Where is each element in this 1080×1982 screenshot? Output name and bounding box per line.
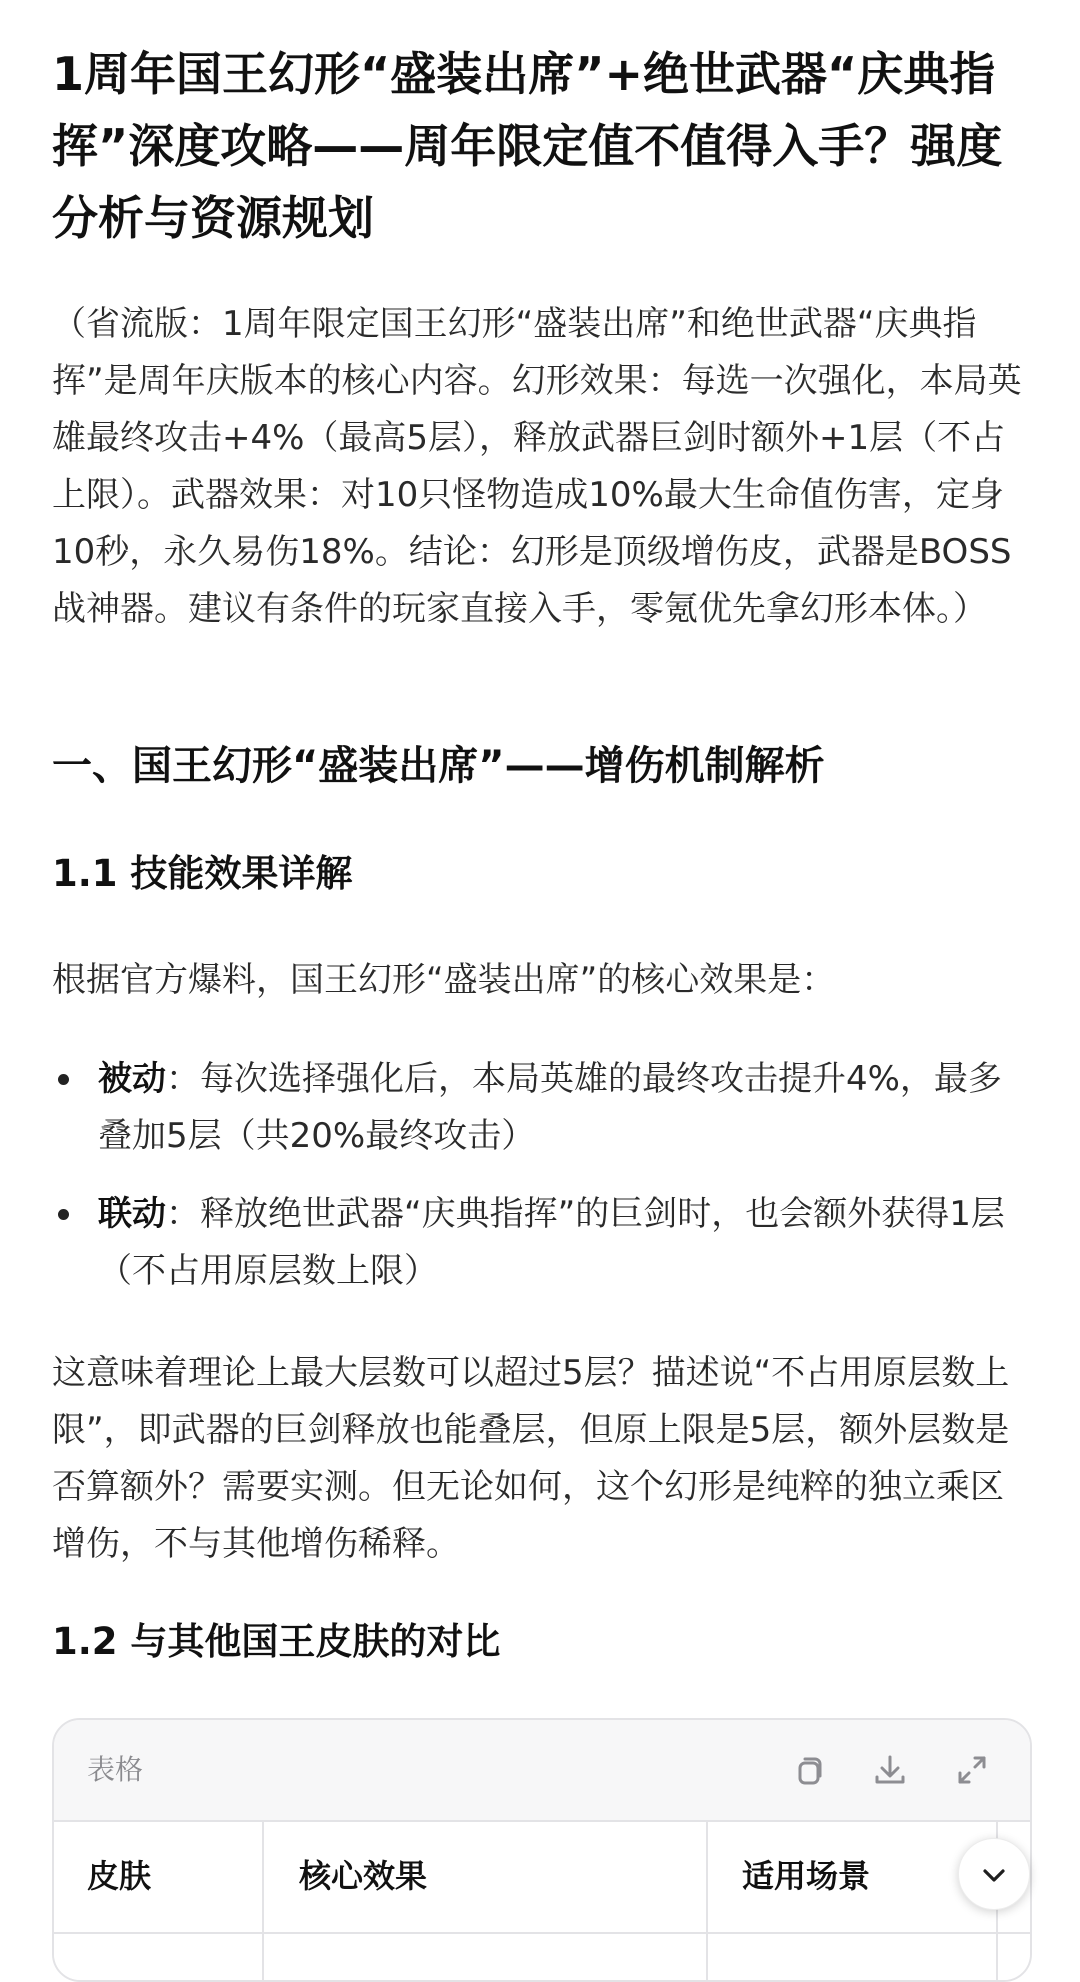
table-header-row (54, 1822, 1030, 1934)
article-summary: （省流版：1周年限定国王幻形“盛装出席”和绝世武器“庆典指挥”是周年庆版本的核心内容。幻形效果：每选一次强化，本局英雄最终攻击+4%（最高5层），释放武器巨剑时额外+1层（不占上限）。武器效果：对10只怪物造成10%最大生命值伤害，定身10秒，永久易伤18%。结论：幻形是顶级增伤皮，武器是BOSS战神器。建议有条件的玩家直接入手，零氪优先拿幻形本体。） (52, 304, 1022, 629)
table-toolbar (54, 1720, 1030, 1822)
column-header-effect: 核心效果 (299, 1857, 428, 1895)
table-card (52, 1718, 1032, 1982)
intro-paragraph: 根据官方爆料，国王幻形“盛装出席”的核心效果是： (52, 960, 836, 1000)
column-divider (262, 1822, 264, 1982)
bullet-term: 联动 (98, 1194, 166, 1234)
bullet-text: ：每次选择强化后，本局英雄的最终攻击提升4%，最多叠加5层（共20%最终攻击） (98, 1059, 1002, 1156)
column-header-scenario: 适用场景 (742, 1857, 871, 1895)
table-label: 表格 (87, 1753, 144, 1786)
subsection-heading-1-2: 1.2 与其他国王皮肤的对比 (52, 1620, 501, 1663)
expand-icon[interactable] (952, 1750, 992, 1790)
table-row (54, 1934, 1030, 1982)
copy-icon[interactable] (789, 1750, 829, 1790)
bullet-dot (58, 1209, 69, 1220)
subsection-heading-1-1: 1.1 技能效果详解 (52, 852, 353, 895)
section-heading: 一、国王幻形“盛装出席”——增伤机制解析 (52, 743, 825, 789)
list-item (52, 1051, 1034, 1165)
column-header-skin: 皮肤 (87, 1857, 152, 1895)
download-icon[interactable] (870, 1750, 910, 1790)
analysis-paragraph: 这意味着理论上最大层数可以超过5层？描述说“不占用原层数上限”，即武器的巨剑释放也能叠层，但原上限是5层，额外层数是否算额外？需要实测。但无论如何，这个幻形是纯粹的独立乘区增伤，不与其他增伤稀释。 (52, 1353, 1010, 1564)
bullet-text: ：释放绝世武器“庆典指挥”的巨剑时，也会额外获得1层（不占用原层数上限） (98, 1194, 1005, 1291)
scroll-to-bottom-button[interactable] (958, 1838, 1030, 1910)
bullet-dot (58, 1074, 69, 1085)
article-title: 1周年国王幻形“盛装出席”+绝世武器“庆典指挥”深度攻略——周年限定值不值得入手？强度分析与资源规划 (52, 47, 1003, 245)
list-item (52, 1186, 1034, 1300)
bullet-term: 被动 (98, 1059, 166, 1099)
chevron-down-icon (978, 1859, 1010, 1891)
column-divider (706, 1822, 708, 1982)
